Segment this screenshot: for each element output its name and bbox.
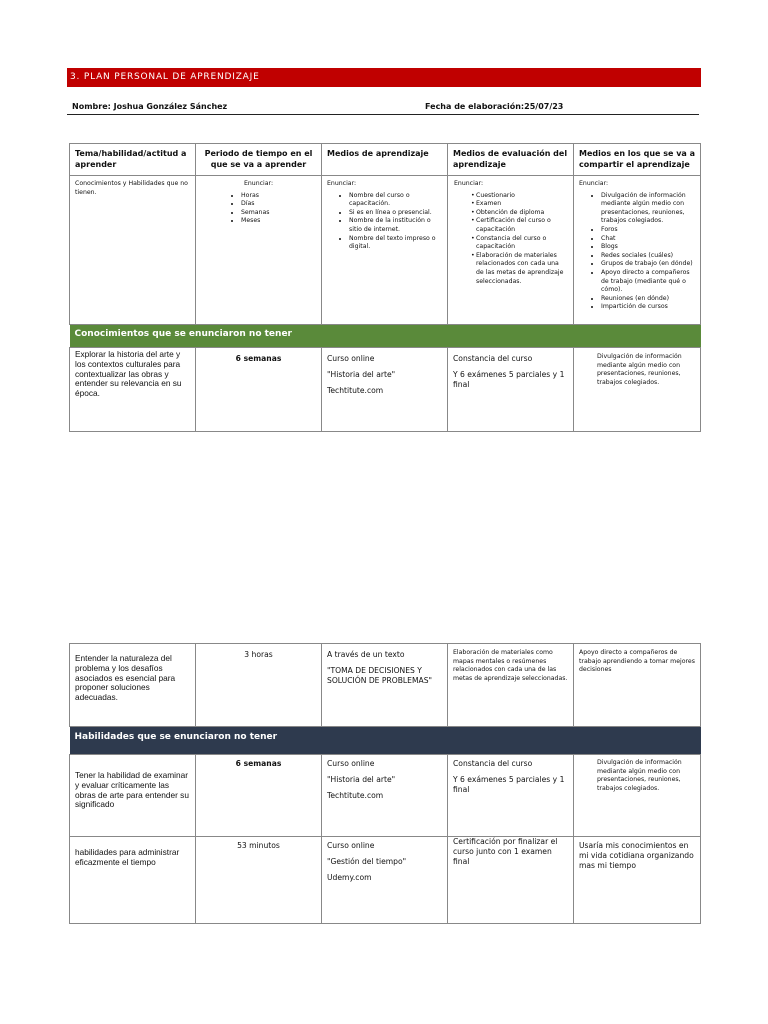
row1-tema: Explorar la historia del arte y los contextos culturales para contextualizar las obras y entender su relevancia en su época. xyxy=(70,348,196,432)
list-item: • Chat xyxy=(601,235,695,244)
row4-medios-line: Udemy.com xyxy=(327,873,372,882)
list-item: • Impartición de cursos xyxy=(601,303,695,312)
list-item: • Redes sociales (cuáles) xyxy=(601,252,695,261)
row2-periodo: 3 horas xyxy=(196,644,322,727)
guide-periodo-label: Enunciar: xyxy=(243,180,274,187)
name-date-row xyxy=(67,102,699,115)
row2-medios-line: "TOMA DE DECISIONES Y SOLUCIÓN DE PROBLEMAS" xyxy=(327,666,433,685)
list-item: • Elaboración de materiales relacionados con cada una de las metas de aprendizaje seleccionadas. xyxy=(472,252,568,286)
table-row xyxy=(70,644,701,727)
header-evaluacion: Medios de evaluación del aprendizaje xyxy=(448,144,574,176)
row1-evaluacion xyxy=(448,348,574,432)
row2-evaluacion: Elaboración de materiales como mapas mentales o resúmenes relacionados con cada una de las metas de aprendizaje seleccionadas. xyxy=(448,644,574,727)
list-item: • Semanas xyxy=(241,209,316,218)
guide-tema: Conocimientos y Habilidades que no tienen. xyxy=(70,176,196,325)
list-item: • Obtención de diploma xyxy=(472,209,568,218)
section-banner: 3. PLAN PERSONAL DE APRENDIZAJE xyxy=(67,68,701,87)
list-item: • Blogs xyxy=(601,243,695,252)
header-medios: Medios de aprendizaje xyxy=(322,144,448,176)
list-item: • Días xyxy=(241,200,316,209)
guide-compartir xyxy=(574,176,701,325)
row3-medios-line: Curso online xyxy=(327,759,375,768)
guide-medios xyxy=(322,176,448,325)
row2-compartir: Apoyo directo a compañeros de trabajo aprendiendo a tomar mejores decisiones xyxy=(574,644,701,727)
row3-periodo: 6 semanas xyxy=(196,755,322,837)
row3-compartir: Divulgación de información mediante algún medio con presentaciones, reuniones, trabajos colegiados. xyxy=(574,755,701,837)
header-periodo: Periodo de tiempo en el que se va a aprender xyxy=(196,144,322,176)
row4-medios-line: "Gestión del tiempo" xyxy=(327,857,407,866)
list-item: • Nombre del curso o capacitación. xyxy=(349,192,442,209)
table-row xyxy=(70,755,701,837)
row2-medios-line: A través de un texto xyxy=(327,650,405,659)
guide-row xyxy=(70,176,701,325)
guide-compartir-label: Enunciar: xyxy=(579,180,609,187)
row2-medios xyxy=(322,644,448,727)
guide-periodo xyxy=(196,176,322,325)
row1-medios-line: "Historia del arte" xyxy=(327,370,396,379)
row4-tema: habilidades para administrar eficazmente el tiempo xyxy=(70,837,196,924)
header-tema: Tema/habilidad/actitud a aprender xyxy=(70,144,196,176)
list-item: • Si es en línea o presencial. xyxy=(349,209,442,218)
section-title-knowledge: Conocimientos que se enunciaron no tener xyxy=(70,325,701,348)
list-item: • Cuestionario xyxy=(472,192,568,201)
row1-periodo: 6 semanas xyxy=(196,348,322,432)
list-item: • Grupos de trabajo (en dónde) xyxy=(601,260,695,269)
guide-evaluacion xyxy=(448,176,574,325)
row1-compartir: Divulgación de información mediante algún medio con presentaciones, reuniones, trabajos colegiados. xyxy=(574,348,701,432)
list-item: • Foros xyxy=(601,226,695,235)
guide-evaluacion-label: Enunciar: xyxy=(454,180,484,187)
section-band-knowledge xyxy=(70,325,701,348)
section-band-skills xyxy=(70,727,701,755)
row3-medios-line: "Historia del arte" xyxy=(327,775,396,784)
row3-tema: Tener la habilidad de examinar y evaluar críticamente las obras de arte para entender su significado xyxy=(70,755,196,837)
list-item: • Meses xyxy=(241,217,316,226)
date-line: Fecha de elaboración:25/07/23 xyxy=(425,102,564,111)
row1-eval-line: Y 6 exámenes 5 parciales y 1 final xyxy=(453,370,565,389)
name-line: Nombre: Joshua González Sánchez xyxy=(72,102,228,111)
row4-medios-line: Curso online xyxy=(327,841,375,850)
row3-eval-line: Constancia del curso xyxy=(453,759,533,768)
header-row xyxy=(70,144,701,176)
row4-medios xyxy=(322,837,448,924)
row4-evaluacion: Certificación por finalizar el curso junto con 1 examen final xyxy=(448,837,574,924)
row4-compartir: Usaría mis conocimientos en mi vida cotidiana organizando mas mi tiempo xyxy=(574,837,701,924)
list-item: • Nombre de la institución o sitio de internet. xyxy=(349,217,442,234)
section-title-skills: Habilidades que se enunciaron no tener xyxy=(70,727,701,755)
plan-table-1 xyxy=(69,143,701,432)
table-row xyxy=(70,837,701,924)
row1-eval-line: Constancia del curso xyxy=(453,354,533,363)
list-item: • Apoyo directo a compañeros de trabajo (mediante qué o cómo). xyxy=(601,269,695,295)
list-item: • Reuniones (en dónde) xyxy=(601,295,695,304)
list-item: • Nombre del texto impreso o digital. xyxy=(349,235,442,252)
guide-medios-label: Enunciar: xyxy=(327,180,357,187)
list-item: • Certificación del curso o capacitación xyxy=(472,217,568,234)
list-item: • Divulgación de información mediante algún medio con presentaciones, reuniones, trabajos colegiados. xyxy=(601,192,695,226)
row1-medios xyxy=(322,348,448,432)
list-item: • Constancia del curso o capacitación xyxy=(472,235,568,252)
list-item: • Examen xyxy=(472,200,568,209)
row4-periodo: 53 minutos xyxy=(196,837,322,924)
header-compartir: Medios en los que se va a compartir el aprendizaje xyxy=(574,144,701,176)
row2-tema: Entender la naturaleza del problema y los desafíos asociados es esencial para proponer soluciones adecuadas. xyxy=(70,644,196,727)
table-row xyxy=(70,348,701,432)
row1-medios-line: Curso online xyxy=(327,354,375,363)
row3-medios xyxy=(322,755,448,837)
plan-table-2 xyxy=(69,643,701,924)
row3-medios-line: Techtitute.com xyxy=(327,791,384,800)
row1-medios-line: Techtitute.com xyxy=(327,386,384,395)
list-item: • Horas xyxy=(241,192,316,201)
row3-evaluacion xyxy=(448,755,574,837)
row3-eval-line: Y 6 exámenes 5 parciales y 1 final xyxy=(453,775,565,794)
